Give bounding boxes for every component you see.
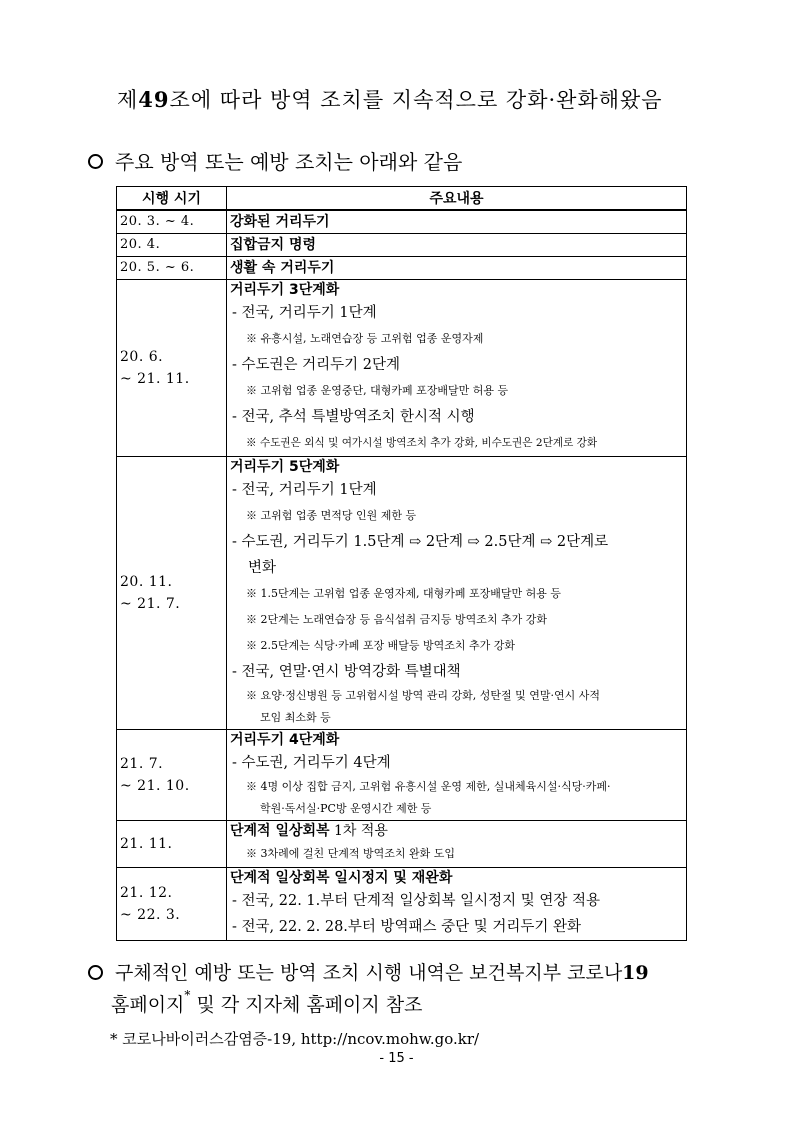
row-note: ※ 4명 이상 집합 금지, 고위험 유흥시설 운영 제한, 실내체육시설·식당·카페· bbox=[246, 780, 611, 793]
intro-rest: 조에 따라 방역 조치를 지속적으로 강화·완화해왔음 bbox=[169, 88, 663, 112]
row-title-suffix: 1차 적용 bbox=[329, 823, 388, 839]
table-row bbox=[117, 257, 687, 280]
row-content bbox=[227, 457, 687, 730]
table-row bbox=[117, 210, 687, 234]
table-row bbox=[117, 730, 687, 821]
row-item: - 수도권, 거리두기 4단계 bbox=[232, 755, 391, 771]
row-content bbox=[227, 234, 687, 257]
bullet-details-line2 bbox=[111, 990, 423, 1017]
table-row bbox=[117, 821, 687, 868]
bullet-details-line1: 구체적인 예방 또는 방역 조치 시행 내역은 보건복지부 코로나 bbox=[115, 962, 623, 984]
row-period bbox=[117, 280, 227, 457]
row-item: - 전국, 22. 2. 28.부터 방역패스 중단 및 거리두기 완화 bbox=[232, 919, 582, 935]
row-item: - 수도권, 거리두기 1.5단계 ⇨ 2단계 ⇨ 2.5단계 ⇨ 2단계로 bbox=[232, 534, 609, 550]
row-note: ※ 1.5단계는 고위험 업종 운영자제, 대형카페 포장배달만 허용 등 bbox=[246, 587, 561, 600]
measures-table bbox=[116, 186, 687, 941]
circle-bullet-icon bbox=[88, 154, 103, 169]
table-row bbox=[117, 234, 687, 257]
row-note: ※ 수도권은 외식 및 여가시설 방역조치 추가 강화, 비수도권은 2단계로 강화 bbox=[246, 437, 598, 449]
footnote: * 코로나바이러스감염증-19, http://ncov.mohw.go.kr/ bbox=[110, 1030, 480, 1048]
row-content bbox=[227, 210, 687, 234]
homepage-text: 홈페이지 bbox=[111, 994, 185, 1016]
row-content bbox=[227, 821, 687, 868]
intro-prefix: 제 bbox=[117, 88, 139, 112]
row-title: 거리두기 3단계화 bbox=[230, 282, 340, 298]
row-period bbox=[117, 868, 227, 941]
row-note: ※ 고위험 업종 운영중단, 대형카페 포장배달만 허용 등 bbox=[246, 384, 509, 397]
row-item-continued: 변화 bbox=[248, 560, 277, 576]
row-note: ※ 2단계는 노래연습장 등 음식섭취 금지등 방역조치 추가 강화 bbox=[246, 613, 547, 626]
bullet-main-measures bbox=[88, 146, 462, 175]
period-text: 20. 6. bbox=[120, 349, 164, 365]
row-period bbox=[117, 210, 227, 234]
row-item: - 전국, 22. 1.부터 단계적 일상회복 일시정지 및 연장 적용 bbox=[232, 893, 601, 909]
circle-bullet-icon bbox=[88, 965, 103, 980]
row-content bbox=[227, 868, 687, 941]
row-note: ※ 3차례에 걸친 단계적 방역조치 완화 도입 bbox=[246, 847, 455, 860]
page-number: - 15 - bbox=[379, 1051, 414, 1066]
row-note: ※ 유흥시설, 노래연습장 등 고위험 업종 운영자제 bbox=[246, 332, 484, 345]
header-content: 주요내용 bbox=[227, 187, 687, 211]
row-content bbox=[227, 257, 687, 280]
header-period: 시행 시기 bbox=[117, 187, 227, 211]
row-period bbox=[117, 234, 227, 257]
row-item: - 전국, 거리두기 1단계 bbox=[232, 482, 377, 498]
period-text: ~ 22. 3. bbox=[120, 907, 181, 923]
row-period bbox=[117, 821, 227, 868]
row-note: ※ 고위험 업종 면적당 인원 제한 등 bbox=[246, 509, 417, 522]
row-title: 단계적 일상회복 일시정지 및 재완화 bbox=[230, 870, 453, 886]
row-period bbox=[117, 457, 227, 730]
row-period bbox=[117, 730, 227, 821]
period-text: 21. 12. bbox=[120, 885, 173, 901]
period-text: 21. 7. bbox=[120, 756, 164, 772]
period-text: 20. 5. ~ 6. bbox=[120, 260, 195, 275]
period-text: 20. 3. ~ 4. bbox=[120, 214, 195, 229]
bullet-details bbox=[88, 958, 649, 985]
row-content bbox=[227, 280, 687, 457]
bullet-main-measures-text: 주요 방역 또는 예방 조치는 아래와 같음 bbox=[115, 150, 463, 174]
table-header-row bbox=[117, 187, 687, 211]
row-item: - 전국, 거리두기 1단계 bbox=[232, 305, 377, 321]
row-title: 집합금지 명령 bbox=[230, 237, 317, 253]
row-title: 거리두기 4단계화 bbox=[230, 732, 340, 748]
row-title: 생활 속 거리두기 bbox=[230, 260, 335, 276]
period-text: ~ 21. 10. bbox=[120, 778, 190, 794]
intro-article-number: 49 bbox=[138, 87, 170, 112]
row-title: 거리두기 5단계화 bbox=[230, 459, 340, 475]
row-item: - 수도권은 거리두기 2단계 bbox=[232, 357, 401, 373]
table-row bbox=[117, 457, 687, 730]
row-period bbox=[117, 257, 227, 280]
row-note-continued: 학원·독서실·PC방 운영시간 제한 등 bbox=[260, 802, 432, 815]
period-text: 20. 4. bbox=[120, 237, 161, 252]
period-text: ~ 21. 11. bbox=[120, 371, 190, 387]
row-title bbox=[230, 821, 683, 841]
row-title-bold: 단계적 일상회복 bbox=[230, 823, 330, 839]
row-item: - 전국, 연말·연시 방역강화 특별대책 bbox=[232, 664, 461, 680]
period-text: 20. 11. bbox=[120, 574, 173, 590]
table-row bbox=[117, 280, 687, 457]
homepage-text-rest: 및 각 지자체 홈페이지 참조 bbox=[190, 994, 423, 1016]
row-note-continued: 모임 최소화 등 bbox=[260, 711, 331, 724]
intro-line bbox=[117, 84, 663, 114]
period-text: 21. 11. bbox=[120, 836, 173, 852]
row-content bbox=[227, 730, 687, 821]
period-text: ~ 21. 7. bbox=[120, 596, 181, 612]
bullet-details-covid-number: 19 bbox=[622, 962, 649, 984]
row-note: ※ 요양·정신병원 등 고위험시설 방역 관리 강화, 성탄절 및 연말·연시 사적 bbox=[246, 689, 600, 702]
row-note: ※ 2.5단계는 식당·카페 포장 배달등 방역조치 추가 강화 bbox=[246, 639, 515, 652]
footnote-marker: * bbox=[184, 988, 191, 1002]
row-item: - 전국, 추석 특별방역조치 한시적 시행 bbox=[232, 409, 475, 425]
table-row bbox=[117, 868, 687, 941]
row-title: 강화된 거리두기 bbox=[230, 214, 330, 230]
